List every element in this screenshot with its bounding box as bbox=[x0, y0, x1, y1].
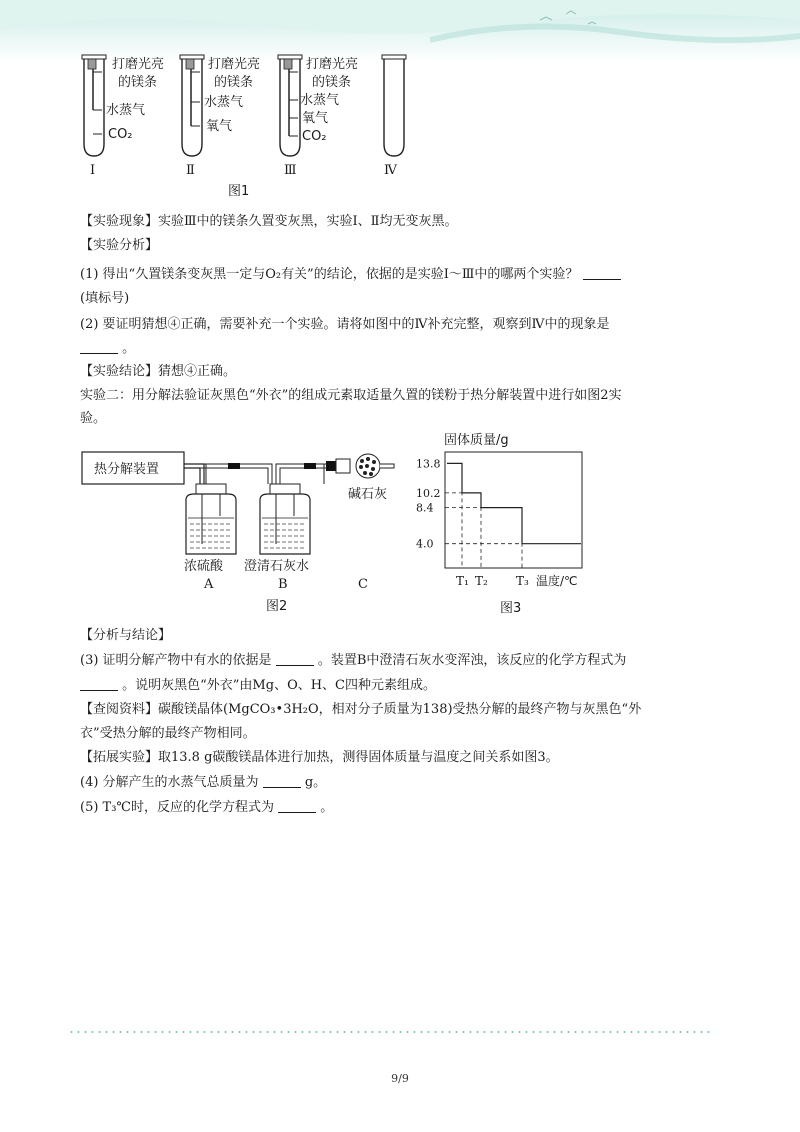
bottle-b-label: 澄清石灰水 bbox=[244, 559, 310, 574]
tube-1-roman: Ⅰ bbox=[90, 163, 96, 178]
question-4 bbox=[80, 774, 326, 791]
experiment-2-line-1: 实验二：用分解法验证灰黑色“外衣”的组成元素取适量久置的镁粉于热分解装置中进行如图2实 bbox=[80, 388, 622, 403]
figure-2-apparatus bbox=[78, 440, 408, 618]
heat-device-label: 热分解装置 bbox=[94, 462, 160, 477]
answer-blank-5[interactable] bbox=[263, 775, 301, 788]
chart-y-axis-title: 固体质量/g bbox=[444, 433, 509, 448]
x-tick-label: T₃ bbox=[516, 574, 529, 588]
figure-3-chart bbox=[412, 428, 592, 618]
tube-2-label-1: 打磨光亮 bbox=[208, 57, 261, 72]
tube-3-label-4: 氧气 bbox=[302, 111, 329, 126]
question-5-end: 。 bbox=[320, 800, 334, 815]
question-2-line-2 bbox=[80, 340, 135, 357]
question-3-text-pre: (3) 证明分解产物中有水的依据是 bbox=[80, 653, 272, 668]
experiment-2-line-2: 验。 bbox=[80, 411, 107, 426]
question-5-text: (5) T₃℃时，反应的化学方程式为 bbox=[80, 800, 274, 815]
figure-1-caption: 图1 bbox=[228, 184, 250, 199]
question-3-conclusion: 。说明灰黑色“外衣”由Mg、O、H、C四种元素组成。 bbox=[122, 678, 437, 693]
question-4-text: (4) 分解产生的水蒸气总质量为 bbox=[80, 775, 259, 790]
answer-blank-4[interactable] bbox=[80, 678, 118, 691]
analysis-heading: 【实验分析】 bbox=[80, 238, 159, 253]
question-3-line-1 bbox=[80, 652, 626, 669]
y-tick-label: 8.4 bbox=[416, 501, 434, 515]
x-tick-label: T₂ bbox=[475, 574, 488, 588]
tube-3-roman: Ⅲ bbox=[284, 163, 297, 178]
tube-2-label-2: 的镁条 bbox=[214, 75, 254, 90]
tube-1-label-4: CO₂ bbox=[108, 127, 133, 142]
reference-line-1: 【查阅资料】碳酸镁晶体(MgCO₃•3H₂O，相对分子质量为138)受热分解的最终产物与灰黑色“外 bbox=[80, 702, 642, 717]
footer-divider bbox=[68, 1031, 712, 1033]
answer-blank-2[interactable] bbox=[80, 341, 118, 354]
soda-lime-letter: C bbox=[358, 577, 368, 592]
tube-2-label-3: 水蒸气 bbox=[204, 95, 244, 110]
y-tick-label: 4.0 bbox=[416, 537, 434, 551]
tube-2-roman: Ⅱ bbox=[186, 163, 195, 178]
test-tube-2 bbox=[180, 55, 204, 156]
bottle-b-letter: B bbox=[278, 577, 288, 592]
figure-1-test-tubes bbox=[78, 52, 418, 200]
figure-2-caption: 图2 bbox=[266, 599, 288, 614]
y-tick-label: 10.2 bbox=[416, 486, 441, 500]
question-4-unit: g。 bbox=[304, 775, 327, 790]
y-tick-label: 13.8 bbox=[416, 457, 441, 471]
analysis-2-heading: 【分析与结论】 bbox=[80, 628, 172, 643]
question-1-line-2: (填标号) bbox=[80, 291, 130, 306]
figure-3-caption: 图3 bbox=[500, 601, 522, 616]
tube-2-label-4: 氧气 bbox=[206, 119, 233, 134]
test-tube-1 bbox=[82, 55, 106, 156]
question-3-line-2 bbox=[80, 677, 436, 694]
question-3-text-post: 。装置B中澄清石灰水变浑浊，该反应的化学方程式为 bbox=[317, 653, 627, 668]
bottle-a-label: 浓硫酸 bbox=[184, 559, 224, 574]
mass-curve bbox=[447, 463, 581, 543]
answer-blank-3[interactable] bbox=[276, 653, 314, 666]
bottle-b bbox=[260, 484, 310, 554]
question-1-line-1 bbox=[80, 266, 621, 283]
tube-1-label-3: 水蒸气 bbox=[106, 103, 146, 118]
tube-4-roman: Ⅳ bbox=[384, 163, 397, 178]
tube-1-label-1: 打磨光亮 bbox=[112, 57, 165, 72]
x-axis-label: 温度/℃ bbox=[536, 574, 578, 588]
answer-blank-1[interactable] bbox=[583, 267, 621, 280]
tube-3-label-2: 的镁条 bbox=[312, 75, 352, 90]
answer-blank-6[interactable] bbox=[278, 800, 316, 813]
question-2-line-1: (2) 要证明猜想④正确，需要补充一个实验。请将如图中的Ⅳ补充完整，观察到Ⅳ中的现象是 bbox=[80, 317, 610, 332]
reference-line-2: 衣”受热分解的最终产物相同。 bbox=[80, 726, 256, 741]
question-2-end: 。 bbox=[122, 341, 136, 356]
chart-frame bbox=[445, 452, 582, 568]
test-tube-4 bbox=[382, 55, 406, 156]
tube-3-label-1: 打磨光亮 bbox=[306, 57, 359, 72]
bottle-a bbox=[186, 484, 236, 554]
extension-experiment: 【拓展实验】取13.8 g碳酸镁晶体进行加热，测得固体质量与温度之间关系如图3。 bbox=[80, 750, 559, 765]
soda-lime-label: 碱石灰 bbox=[348, 487, 388, 502]
experiment-conclusion: 【实验结论】猜想④正确。 bbox=[80, 364, 237, 379]
experiment-phenomenon: 【实验现象】实验Ⅲ中的镁条久置变灰黑，实验Ⅰ、Ⅱ均无变灰黑。 bbox=[80, 214, 458, 229]
tube-3-label-5: CO₂ bbox=[302, 129, 327, 144]
bottle-a-letter: A bbox=[204, 577, 214, 592]
page-number: 9/9 bbox=[391, 1072, 409, 1085]
test-tube-3 bbox=[278, 55, 302, 156]
tube-1-label-2: 的镁条 bbox=[118, 75, 158, 90]
question-5 bbox=[80, 799, 333, 816]
tube-3-label-3: 水蒸气 bbox=[300, 93, 340, 108]
x-tick-label: T₁ bbox=[456, 574, 469, 588]
question-1-text: (1) 得出“久置镁条变灰黑一定与O₂有关”的结论，依据的是实验Ⅰ～Ⅲ中的哪两个实验？ bbox=[80, 267, 579, 282]
